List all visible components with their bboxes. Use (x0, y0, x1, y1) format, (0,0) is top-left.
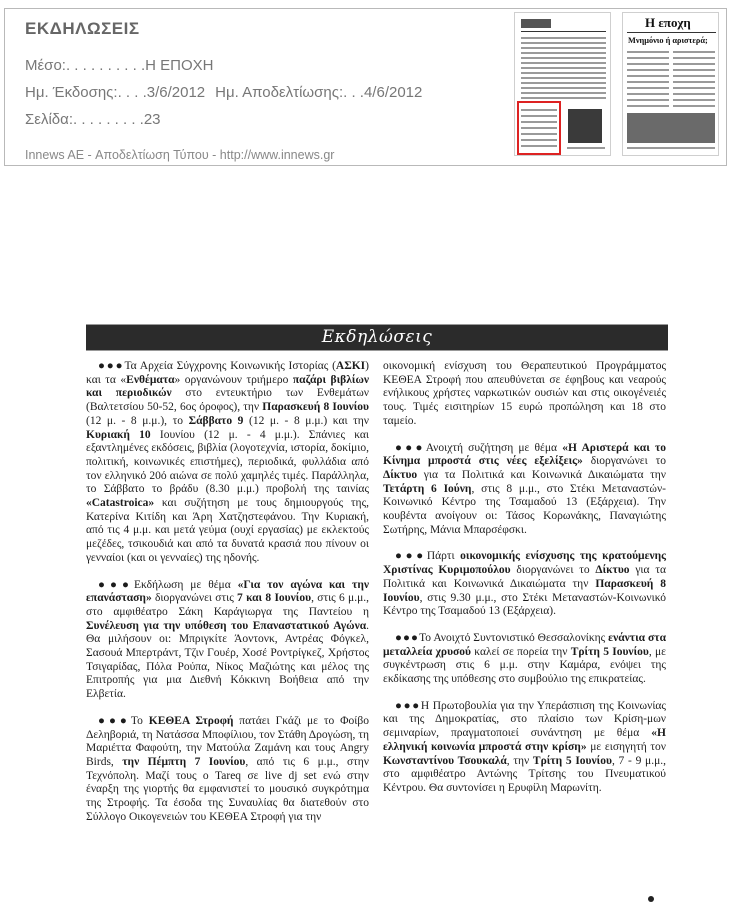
bold-text: Κυριακή 10 (86, 428, 151, 441)
bold-text: παζάρι βιβλίων και περιοδικών (86, 373, 369, 400)
thumb-text-line (627, 51, 669, 53)
paragraph-text: για τα Πολιτικά και Κοινωνικά Δικαιώματα την (383, 564, 666, 590)
bold-text: οικονομικής ενίσχυσης της κρατούμενης Χριστίνας Κυριμοπούλου (383, 550, 666, 577)
thumb-text-line (521, 62, 606, 64)
thumb-masthead: Η εποχη (645, 15, 691, 30)
thumb-text-line (521, 87, 606, 89)
thumb-text-line (627, 75, 669, 77)
thumb-text-line (673, 51, 715, 53)
bold-text: Τρίτη 5 Ιουνίου (532, 754, 612, 767)
bold-text: Τετάρτη 6 Ιούνη (383, 482, 472, 495)
thumb-text-line (521, 42, 606, 44)
thumb-text-line (627, 99, 669, 101)
thumb-text-line (627, 69, 669, 71)
thumb-text-line (521, 121, 557, 123)
bold-text: 7 και 8 Ιουνίου (237, 592, 312, 605)
article-column-2 (383, 360, 666, 809)
bold-text: ΑΣΚΙ (335, 360, 366, 372)
medium-dots: . . . . . . . . . . (65, 57, 146, 74)
medium-label: Μέσο: (25, 57, 66, 74)
paragraph-text: , στις 6 μ.μ., στο αμφιθέατρο Σάκη Καράγιωργα της Παντείου η (86, 592, 369, 618)
bold-text: «Catastroica» (86, 497, 155, 510)
thumb-masthead-rule (627, 32, 716, 33)
paragraph-text: Το Ανοιχτό Συντονιστικό Θεσσαλονίκης (419, 631, 609, 644)
thumb-text-line (521, 82, 606, 84)
thumb-text-line (521, 109, 557, 111)
thumb-text-line (521, 97, 606, 99)
paragraph-text: , στις 9.30 μ.μ., στο Στέκι Μεταναστών-Κοινωνικό Κέντρο της Τσαμαδού 13 (Εξάρχεια). (383, 591, 666, 618)
thumb-text-line (627, 147, 715, 149)
article-paragraph (383, 632, 666, 687)
article-paragraph (383, 700, 666, 796)
paragraph-text: (12 μ. - 8 μ.μ.) και την (243, 414, 369, 427)
bold-text: Κωνσταντίνου Τσουκαλά (383, 754, 507, 767)
thumb-header-rule (521, 31, 606, 32)
thumb-text-line (521, 133, 557, 135)
thumb-text-line (627, 93, 669, 95)
bullet-dots: ●●● (98, 714, 131, 727)
thumb-text-line (673, 63, 715, 65)
thumb-masthead-block (521, 19, 551, 28)
clipping-header (4, 8, 727, 166)
thumb-text-line (673, 69, 715, 71)
bullet-dots: ●●● (395, 550, 427, 563)
thumb-text-line (567, 147, 605, 149)
paragraph-text: και συζήτηση με τους δημιουργούς της, Κατερίνα Κιτίδη και Άρη Χατζηστεφάνου. Την Κυριακή, από τις 4 μ.μ. και μετά γεύμα (ουχί εργασίας) με εκλεκτούς μεζέδες, τσικουδιά και από τα δυνατά κρασιά που πίνουν οι γενναίοι (και οι γενναίες) της ηδονής. (86, 497, 369, 564)
bold-text: Τρίτη 5 Ιουνίου (570, 645, 649, 658)
thumb-text-line (627, 105, 669, 107)
paragraph-text: οικονομική ενίσχυση του Θεραπευτικού Προγράμματος ΚΕΘΕΑ Στροφή που απευθύνεται σε έφηβους και νεαρούς ενήλικους χρήστες ναρκωτικών ουσιών και στις οικογένειές τους. Τιμές εισιτηρίων 15 ευρώ προπώληση και 18 στο ταμείο. (383, 360, 666, 427)
section-banner (86, 324, 668, 351)
bold-text: Ενθέματα (126, 373, 175, 386)
clip-date-dots: . . . (343, 84, 364, 101)
paragraph-text: με εισηγητή τον (586, 740, 666, 753)
paragraph-text: (12 μ. - 8 μ.μ.), το (86, 414, 189, 427)
thumb-text-line (673, 81, 715, 83)
issue-date-value: 3/6/2012 (146, 84, 206, 101)
issue-date-label: Ημ. Έκδοσης: (25, 84, 118, 101)
bold-text: την Πέμπτη 7 Ιουνίου (122, 755, 246, 768)
paragraph-text: για τα Πολιτικά και Κοινωνικά Δικαιώματα την (417, 468, 666, 481)
bold-text: ΚΕΘΕΑ Στροφή (148, 714, 234, 727)
bullet-dots: ●●● (395, 631, 420, 644)
thumb-photo-block (568, 109, 602, 143)
paragraph-text: Η Πρωτοβουλία για την Υπεράσπιση της Κοινωνίας και της Δημοκρατίας, στο πλαίσιο των Κρίση-μων σεμιναρίων, πραγματοποιεί συνάντηση με θέμα (383, 699, 666, 740)
clip-footer: Innews AE - Αποδελτίωση Τύπου - http://www.innews.gr (25, 148, 335, 162)
thumb-text-line (521, 115, 557, 117)
paragraph-text: Τα Αρχεία Σύγχρονης Κοινωνικής Ιστορίας ( (124, 360, 336, 372)
thumb-photo-block (627, 113, 715, 143)
paragraph-text: » οργανώνουν τριήμερο (174, 373, 293, 386)
bold-text: Δίκτυο (595, 564, 630, 577)
thumb-text-line (521, 37, 606, 39)
thumb-text-line (521, 92, 606, 94)
paragraph-text: Ιουνίου (12 μ. - 4 μ.μ.). Σπάνιες και εξαντλημένες εκδόσεις, βιβλία (λογοτεχνία, ιστορία, δοκίμιο, πολιτική, κοινωνικές επιστήμες), περιοδικά, φυλλάδια από τον ελληνικό 20ό αιώνα σε πολύ χαμηλές τιμές. Παράλληλα, το Σάββατο το βράδυ (8.30 μ.μ.) προβολή της ταινίας (86, 428, 370, 496)
thumb-text-line (673, 99, 715, 101)
paragraph-text: ) και τα « (86, 360, 369, 386)
clip-date-value: 4/6/2012 (363, 84, 423, 101)
paragraph-text: Το (130, 714, 149, 727)
page-line (25, 111, 161, 128)
thumb-text-line (521, 72, 606, 74)
page-value: 23 (143, 111, 161, 128)
bold-text: Σάββατο 9 (188, 414, 244, 427)
clip-date-label: Ημ. Αποδελτίωσης: (215, 84, 344, 101)
dates-line (25, 84, 422, 101)
article-column-1 (86, 360, 369, 838)
paragraph-text: , από τις 6 μ.μ., στην Τεχνόπολη. Μαζί τους ο Tareq σε live dj set ενώ στην έναρξη της γιορτής θα εμφανιστεί το μουσικό συγκρότημα της Στροφής. Τα έσοδα της Συναυλίας θα διατεθούν στο Σύλλογο Οικογενειών του ΚΕΘΕΑ Στροφή για την (86, 755, 369, 823)
bold-text: Παρασκευή 8 Ιουνίου (383, 577, 666, 604)
bold-text: Παρασκευή 8 Ιουνίου (262, 401, 369, 414)
thumb-text-line (521, 52, 606, 54)
paragraph-text: , την (506, 754, 533, 767)
paragraph-text: . Θα μιλήσουν οι: Μπριγκίτε Άοντονκ, Αντρέας Φόγκελ, Σασουά Μπερτράντ, Τζιν Γουέρ, Χοσέ Ροντρίγκεζ, Χρήστος Τσιγαρίδας, Πόλα Ρούπα, Νίκος Μαζιώτης και μέλος της Επιτροπής για μια Διεθνή Κόκκινη Βοήθεια από την Ελβετία. (86, 619, 369, 701)
bold-text: «Η ελληνική κοινωνία μπροστά στην κρίση» (383, 727, 666, 753)
clip-title: ΕΚΔΗΛΩΣΕΙΣ (25, 19, 140, 38)
article-paragraph (383, 360, 666, 429)
page-label: Σελίδα: (25, 111, 73, 128)
bullet-dots: ●●● (98, 360, 125, 372)
paragraph-text: Εκδήλωση με θέμα (134, 578, 238, 591)
thumb-text-line (521, 67, 606, 69)
bullet-dots: ●●● (98, 578, 134, 591)
bold-text: Δίκτυο (383, 468, 418, 481)
article-paragraph (383, 442, 666, 538)
thumb-text-line (521, 127, 557, 129)
section-banner-title: Εκδηλώσεις (321, 327, 433, 347)
paragraph-text: διοργανώνει το (510, 564, 596, 577)
paragraph-text: , στις 8 μ.μ., στο Στέκι Μεταναστών-Κοινωνικό Κέντρο της Τσαμαδού 13 (Εξάρχεια). Την κουβέντα ανοίγουν οι: Τάσος Κορωνάκης, Παναγιώτης Σωτήρης, Μάνια Μπαρσέφσκι. (383, 482, 667, 536)
thumb-headline: Μνημόνιο ή αριστερά; (628, 36, 708, 45)
thumb-text-line (521, 139, 557, 141)
bold-text: «Για τον αγώνα και την επανάσταση» (86, 578, 369, 605)
thumb-text-line (521, 57, 606, 59)
paragraph-text: διοργανώνει το (582, 455, 667, 468)
article-paragraph (86, 579, 369, 702)
medium-value: Η ΕΠΟΧΗ (145, 57, 214, 74)
thumb-text-line (627, 81, 669, 83)
paragraph-text: , με συγκέντρωση στις 6 μ.μ. στην Καμάρα, ενόψει της εκδίκασης της υπόθεσης στο συμβούλιο της επικρατείας. (383, 645, 666, 686)
page-dots: . . . . . . . . . (72, 111, 144, 128)
paragraph-text: , 7 - 9 μ.μ., στο αμφιθέατρο Αντώνης Τρίτσης του Πνευματικού Κέντρου. Θα συντονίσει η Ερυφίλη Μαρωνίτη. (383, 754, 666, 794)
thumb-text-line (673, 105, 715, 107)
thumb-text-line (673, 57, 715, 59)
article-paragraph (86, 360, 369, 566)
paragraph-text: πατάει Γκάζι με το Φοίβο Δεληβοριά, τη Νατάσσα Μποφίλιου, τον Στάθη Δρογώση, τη Μαριέττα Φαφούτη, την Ματούλα Ζαμάνη και τους Angry Birds, (86, 714, 369, 768)
issue-date-dots: . . . . (117, 84, 147, 101)
article-end-mark (648, 896, 654, 902)
thumb-text-line (673, 87, 715, 89)
thumb-text-line (673, 75, 715, 77)
bullet-dots: ●●● (395, 441, 426, 454)
bold-text: «Η Αριστερά και το Κίνημα μπροστά στις νέες εξελίξεις» (383, 441, 667, 468)
page-thumbnail[interactable] (514, 12, 611, 156)
paragraph-text: Πάρτι (426, 550, 461, 563)
paragraph-text: καλεί σε πορεία την (471, 645, 571, 658)
thumb-text-line (521, 47, 606, 49)
paragraph-text: στο εντευκτήριο των Ενθεμάτων (Βαλτετσίου 50-52, 6ος όροφος), την (86, 387, 369, 414)
thumb-text-line (521, 145, 557, 147)
bullet-dots: ●●● (395, 699, 421, 712)
paragraph-text: Ανοιχτή συζήτηση με θέμα (425, 441, 563, 454)
thumb-text-line (627, 87, 669, 89)
thumb-text-line (521, 77, 606, 79)
paragraph-text: διοργανώνει στις (151, 592, 238, 605)
article-paragraph (383, 550, 666, 619)
bold-text: ενάντια στα μεταλλεία χρυσού (383, 631, 666, 658)
thumb-text-line (673, 93, 715, 95)
front-page-thumbnail[interactable] (622, 12, 719, 156)
thumb-text-line (627, 63, 669, 65)
thumb-text-line (627, 57, 669, 59)
article-paragraph (86, 715, 369, 825)
medium-line (25, 57, 213, 74)
bold-text: Συνέλευση για την υπόθεση του Επαναστατικού Αγώνα (86, 619, 367, 632)
